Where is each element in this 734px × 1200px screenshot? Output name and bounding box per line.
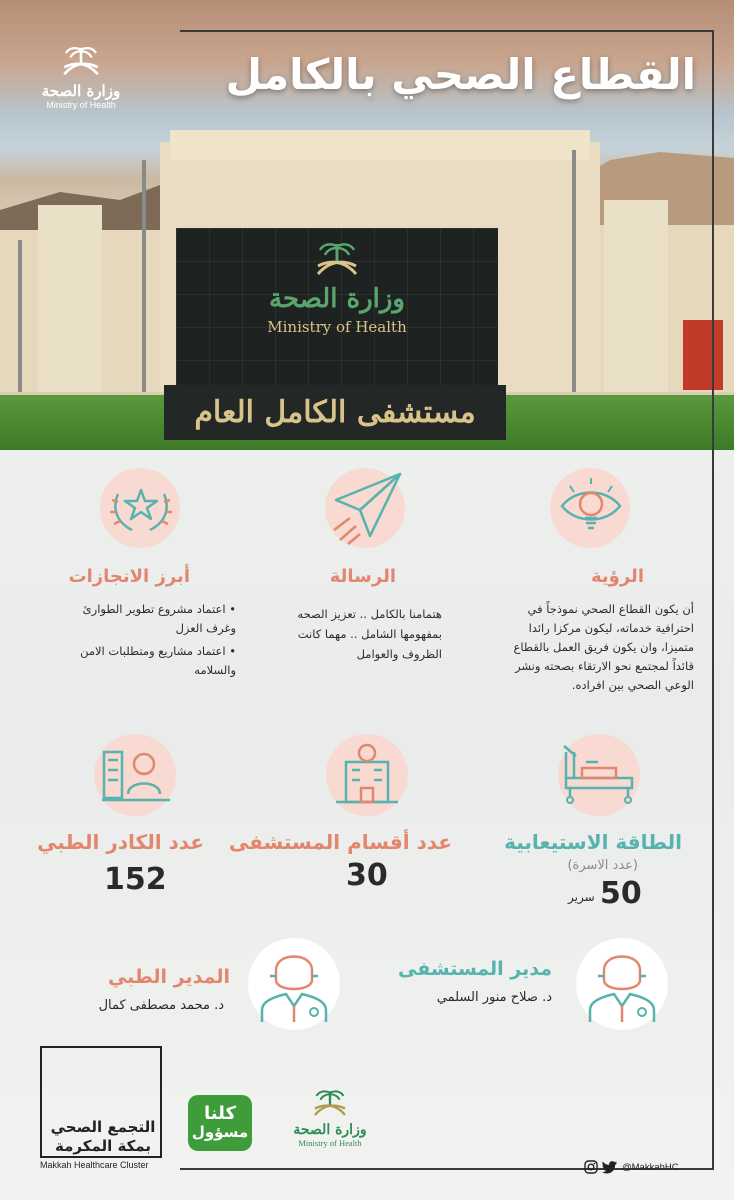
- vision-text: أن يكون القطاع الصحي نموذجاً في احترافية خدماته، ليكون مركزا رائدا متميزا، وان يكون فريق العمل بالقطاع قائداً لمجتمع نحو الارتقاء بصحته ونشر الوعي الصحي بين افراده.: [513, 602, 694, 692]
- medical-director-name: د. محمد مصطفى كمال: [98, 998, 224, 1013]
- hospital-sign: [176, 228, 498, 390]
- cluster-name-arabic-2: بمكة المكرمة: [55, 1137, 151, 1155]
- eye-bulb-icon: [556, 474, 626, 544]
- street-light-right: [572, 150, 576, 395]
- doctor-avatar-icon: [256, 944, 332, 1024]
- ministry-logo-footer: [290, 1088, 370, 1148]
- achievement-text: اعتماد مشروع تطوير الطوارئ وغرف العزل: [82, 602, 236, 635]
- cluster-name-english: Makkah Healthcare Cluster: [40, 1160, 149, 1170]
- footer-ministry-english: Ministry of Health: [298, 1138, 362, 1148]
- building-tower-right: [604, 200, 668, 395]
- paper-plane-icon: [330, 470, 406, 546]
- star-wreath-icon: [106, 474, 176, 544]
- staff-value: 152: [104, 862, 167, 897]
- instagram-icon[interactable]: [584, 1160, 598, 1174]
- footer-ministry-arabic: وزارة الصحة: [293, 1122, 367, 1138]
- capacity-unit: سرير: [568, 890, 595, 904]
- cluster-name-arabic-1: التجمع الصحي: [50, 1118, 156, 1136]
- twitter-icon[interactable]: [602, 1160, 618, 1174]
- vision-heading: الرؤية: [591, 566, 644, 587]
- social-handle[interactable]: @MakkahHC: [622, 1161, 679, 1173]
- capacity-value: 50: [600, 876, 642, 911]
- gate-barrier: [683, 320, 723, 390]
- achievement-text: اعتماد مشاريع ومتطلبات الامن والسلامه: [80, 644, 236, 677]
- building-tower-left: [38, 205, 102, 395]
- ministry-name-english: Ministry of Health: [46, 100, 116, 110]
- palm-swords-icon: [59, 44, 103, 78]
- capacity-label: الطاقة الاستيعابية: [504, 830, 682, 854]
- achievements-list: [50, 600, 236, 680]
- ministry-name-arabic: وزارة الصحة: [41, 82, 121, 100]
- social-handles: [584, 1160, 679, 1174]
- palm-swords-icon: [312, 240, 362, 278]
- sign-base: [164, 385, 506, 440]
- medical-staff-icon: [98, 738, 174, 806]
- sign-ministry-english: Ministry of Health: [267, 318, 407, 336]
- sign-hospital-name: مستشفى الكامل العام: [194, 395, 476, 430]
- frame-line-top: [180, 30, 712, 32]
- ministry-logo-header: [36, 44, 126, 110]
- hospital-bed-icon: [556, 738, 642, 806]
- hospital-director-name: د. صلاح منور السلمي: [436, 990, 552, 1005]
- capacity-sublabel: (عدد الاسرة): [567, 858, 638, 873]
- kolona-text-2: مسؤول: [191, 1123, 249, 1141]
- page-title: القطاع الصحي بالكامل: [225, 50, 696, 99]
- kolona-masoul-logo: [188, 1095, 252, 1151]
- palm-swords-icon: [310, 1088, 350, 1118]
- departments-value: 30: [346, 858, 388, 893]
- building-top: [170, 130, 590, 160]
- staff-label: عدد الكادر الطبي: [37, 830, 204, 854]
- sign-ministry-arabic: وزارة الصحة: [269, 284, 405, 314]
- achievements-heading: أبرز الانجازات: [68, 566, 190, 587]
- sign-ministry-logo: [176, 240, 498, 336]
- mission-text: هتمامنا بالكامل .. تعزيز الصحه بمفهومها الشامل .. مهما كانت الظروف والعوامل: [297, 607, 442, 661]
- achievement-item: • اعتماد مشروع تطوير الطوارئ وغرف العزل: [82, 602, 236, 635]
- hospital-building-icon: [332, 740, 402, 806]
- street-light-far-left: [18, 240, 22, 395]
- mission-heading: الرسالة: [329, 566, 396, 587]
- doctor-avatar-icon: [584, 944, 660, 1024]
- hospital-director-title: مدير المستشفى: [397, 958, 552, 980]
- street-light-left: [142, 160, 146, 395]
- achievement-item: • اعتماد مشاريع ومتطلبات الامن والسلامه: [80, 644, 236, 677]
- departments-label: عدد أقسام المستشفى: [228, 830, 452, 854]
- medical-director-title: المدير الطبي: [107, 966, 230, 988]
- frame-line-right: [712, 30, 714, 1170]
- kolona-text-1: كلنا: [204, 1103, 236, 1124]
